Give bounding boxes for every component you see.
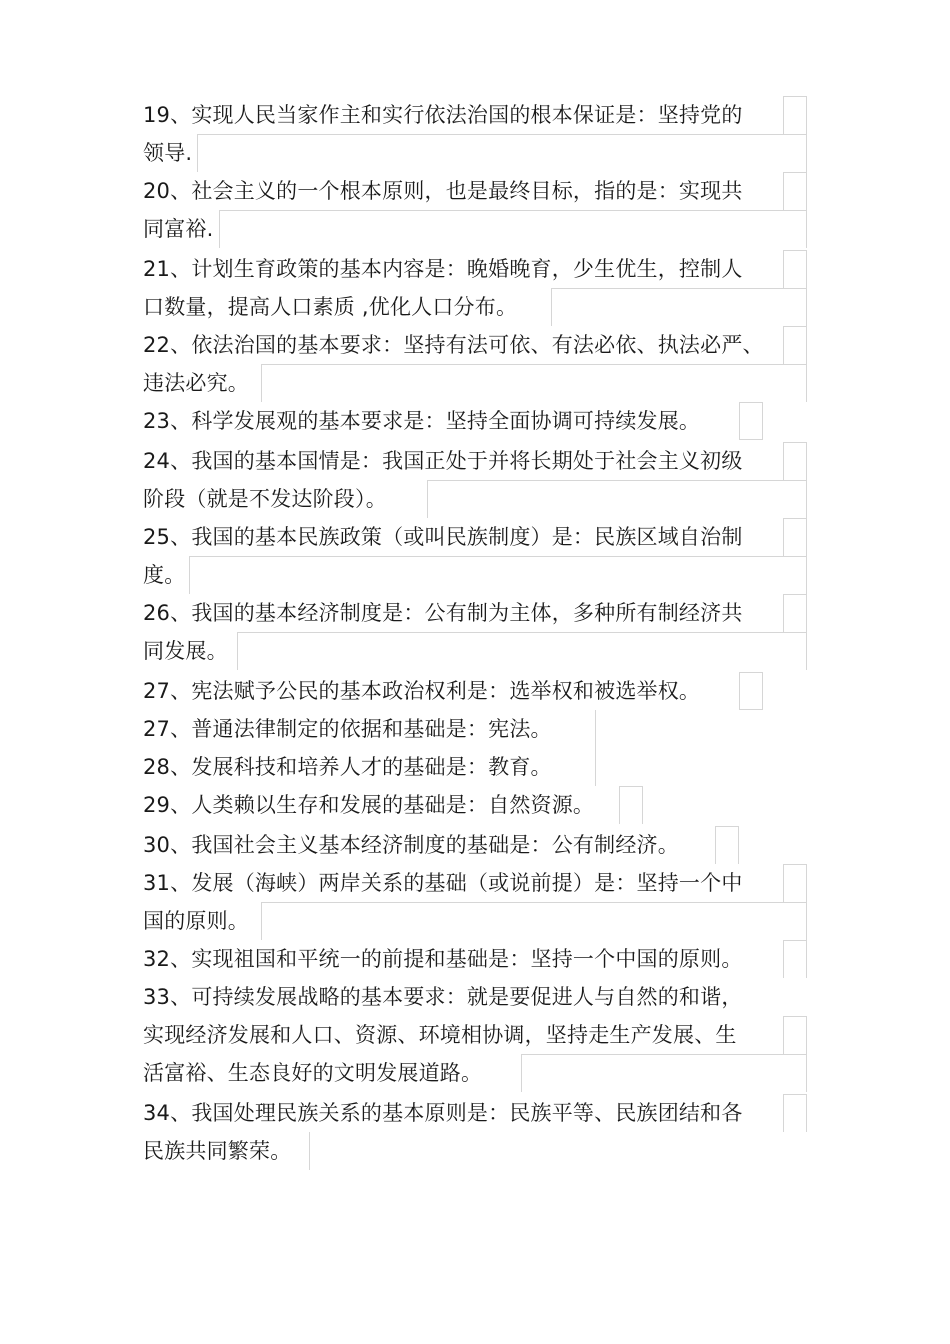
cell-border — [219, 210, 807, 248]
line-text: 同富裕. — [143, 217, 214, 241]
text-line — [143, 134, 807, 172]
text-line — [143, 172, 807, 210]
cell-border — [595, 710, 599, 748]
line-text: 同发展。 — [143, 639, 228, 663]
cell-border — [783, 442, 807, 480]
cell-border — [551, 288, 807, 326]
text-line — [143, 96, 807, 134]
cell-border — [783, 172, 807, 210]
text-line — [143, 594, 807, 632]
cell-border — [783, 1094, 807, 1132]
cell-border — [619, 786, 643, 824]
text-line — [143, 518, 807, 556]
line-text: 阶段（就是不发达阶段）。 — [143, 487, 387, 511]
text-line — [143, 786, 643, 824]
line-text: 24、我国的基本国情是：我国正处于并将长期处于社会主义初级 — [143, 449, 743, 473]
text-line — [143, 364, 807, 402]
line-text: 27、普通法律制定的依据和基础是：宪法。 — [143, 717, 552, 741]
cell-border — [197, 134, 807, 172]
text-line — [143, 710, 599, 748]
line-text: 34、我国处理民族关系的基本原则是：民族平等、民族团结和各 — [143, 1101, 743, 1125]
line-text: 口数量，提高人口素质 ,优化人口分布。 — [143, 295, 518, 319]
line-text: 19、实现人民当家作主和实行依法治国的根本保证是：坚持党的 — [143, 103, 743, 127]
line-text: 21、计划生育政策的基本内容是：晚婚晚育，少生优生，控制人 — [143, 257, 743, 281]
text-line — [143, 1132, 807, 1170]
line-text: 29、人类赖以生存和发展的基础是：自然资源。 — [143, 793, 595, 817]
text-line — [143, 442, 807, 480]
line-text: 度。 — [143, 563, 186, 587]
text-line — [143, 556, 807, 594]
cell-border — [715, 826, 739, 864]
text-line — [143, 864, 807, 902]
line-text: 30、我国社会主义基本经济制度的基础是：公有制经济。 — [143, 833, 679, 857]
cell-border — [783, 96, 807, 134]
cell-border — [739, 402, 763, 440]
line-text: 22、依法治国的基本要求：坚持有法可依、有法必依、执法必严、 — [143, 333, 764, 357]
text-line — [143, 326, 807, 364]
text-line — [143, 1094, 807, 1132]
text-line — [143, 210, 807, 248]
line-text: 26、我国的基本经济制度是：公有制为主体，多种所有制经济共 — [143, 601, 743, 625]
cell-border — [783, 518, 807, 556]
text-line — [143, 978, 807, 1016]
cell-border — [521, 1054, 807, 1092]
text-line — [143, 902, 807, 940]
line-text: 违法必究。 — [143, 371, 249, 395]
line-text: 31、发展（海峡）两岸关系的基础（或说前提）是：坚持一个中 — [143, 871, 743, 895]
line-text: 国的原则。 — [143, 909, 249, 933]
cell-border — [595, 748, 599, 786]
line-text: 28、发展科技和培养人才的基础是：教育。 — [143, 755, 552, 779]
text-line — [143, 748, 599, 786]
cell-border — [783, 940, 807, 978]
line-text: 20、社会主义的一个根本原则，也是最终目标，指的是：实现共 — [143, 179, 743, 203]
cell-border — [783, 1016, 807, 1054]
line-text: 活富裕、生态良好的文明发展道路。 — [143, 1061, 483, 1085]
text-line — [143, 1016, 807, 1054]
cell-border — [261, 902, 807, 940]
line-text: 32、实现祖国和平统一的前提和基础是：坚持一个中国的原则。 — [143, 947, 743, 971]
cell-border — [427, 480, 807, 518]
text-line — [143, 826, 739, 864]
text-line — [143, 402, 763, 440]
line-text: 25、我国的基本民族政策（或叫民族制度）是：民族区域自治制 — [143, 525, 743, 549]
cell-border — [189, 556, 807, 594]
text-line — [143, 672, 763, 710]
line-text: 27、宪法赋予公民的基本政治权利是：选举权和被选举权。 — [143, 679, 701, 703]
text-line — [143, 632, 807, 670]
cell-border — [783, 326, 807, 364]
cell-border — [783, 594, 807, 632]
cell-border — [309, 1132, 310, 1170]
text-line — [143, 288, 807, 326]
text-line — [143, 940, 807, 978]
line-text: 领导. — [143, 141, 193, 165]
line-text: 实现经济发展和人口、资源、环境相协调，坚持走生产发展、生 — [143, 1023, 737, 1047]
text-line — [143, 480, 807, 518]
line-text: 33、可持续发展战略的基本要求：就是要促进人与自然的和谐， — [143, 985, 743, 1009]
line-text: 23、科学发展观的基本要求是：坚持全面协调可持续发展。 — [143, 409, 701, 433]
text-line — [143, 250, 807, 288]
cell-border — [261, 364, 807, 402]
cell-border — [237, 632, 807, 670]
cell-border — [783, 864, 807, 902]
text-line — [143, 1054, 807, 1092]
line-text: 民族共同繁荣。 — [143, 1139, 292, 1163]
cell-border — [783, 250, 807, 288]
cell-border — [739, 672, 763, 710]
